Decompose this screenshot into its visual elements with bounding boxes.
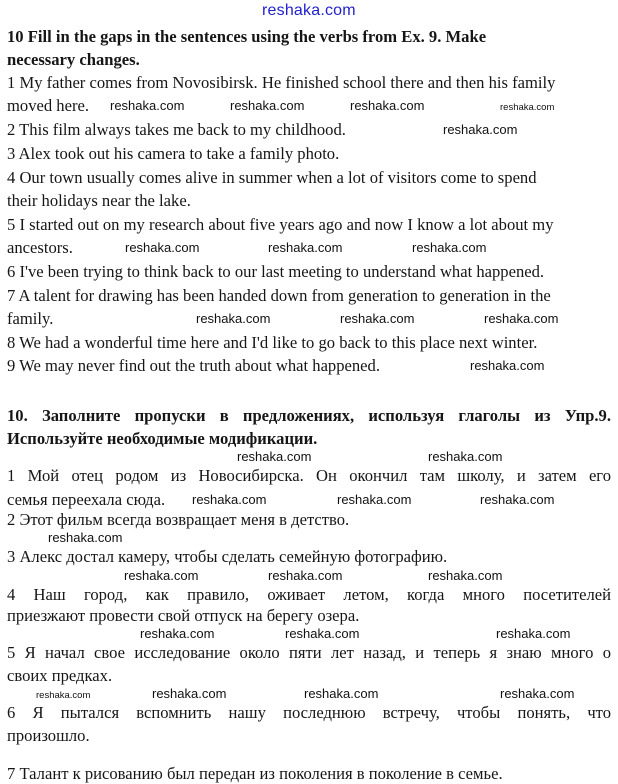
watermark: reshaka.com	[110, 98, 185, 113]
sentence-line: ancestors.	[7, 238, 73, 257]
watermark: reshaka.com	[480, 492, 555, 507]
exercise-heading-ru: 10. Заполните пропуски в предложениях, используя глаголы из Упр.9.	[7, 406, 611, 425]
sentence-line: 6 I've been trying to think back to our last meeting to understand what happened.	[7, 262, 545, 281]
watermark-top[interactable]: reshaka.com	[262, 2, 356, 19]
sentence-line: 9 We may never find out the truth about what happened.	[7, 356, 380, 375]
watermark: reshaka.com	[500, 102, 555, 113]
watermark: reshaka.com	[268, 240, 343, 255]
watermark: reshaka.com	[230, 98, 305, 113]
sentence-line: 7 Талант к рисованию был передан из поколения в поколение в семье.	[7, 764, 503, 783]
watermark: reshaka.com	[36, 690, 91, 701]
watermark: reshaka.com	[192, 492, 267, 507]
exercise-heading-ru: Используйте необходимые модификации.	[7, 429, 318, 448]
watermark: reshaka.com	[140, 626, 215, 641]
sentence-line: 8 We had a wonderful time here and I'd like to go back to this place next winter.	[7, 333, 538, 352]
sentence-line: 4 Наш город, как правило, оживает летом, когда много посетителей	[7, 585, 611, 604]
watermark: reshaka.com	[152, 686, 227, 701]
watermark: reshaka.com	[285, 626, 360, 641]
watermark: reshaka.com	[237, 449, 312, 464]
sentence-line: 6 Я пытался вспомнить нашу последнюю встречу, чтобы понять, что	[7, 703, 611, 722]
watermark: reshaka.com	[125, 240, 200, 255]
watermark: reshaka.com	[500, 686, 575, 701]
watermark: reshaka.com	[196, 311, 271, 326]
exercise-heading-en: 10 Fill in the gaps in the sentences using the verbs from Ex. 9. Make	[7, 27, 487, 46]
watermark: reshaka.com	[124, 568, 199, 583]
sentence-line: 4 Our town usually comes alive in summer when a lot of visitors come to spend	[7, 168, 537, 187]
watermark: reshaka.com	[337, 492, 412, 507]
sentence-line: 2 This film always takes me back to my childhood.	[7, 120, 346, 139]
sentence-line: 3 Alex took out his camera to take a family photo.	[7, 144, 340, 163]
watermark: reshaka.com	[48, 530, 123, 545]
watermark: reshaka.com	[470, 358, 545, 373]
watermark: reshaka.com	[350, 98, 425, 113]
watermark: reshaka.com	[304, 686, 379, 701]
sentence-line: their holidays near the lake.	[7, 191, 191, 210]
sentence-line: своих предках.	[7, 666, 113, 685]
sentence-line: moved here.	[7, 96, 90, 115]
sentence-line: 5 Я начал свое исследование около пяти лет назад, и теперь я знаю много о	[7, 643, 611, 662]
exercise-heading-en: necessary changes.	[7, 50, 140, 69]
watermark: reshaka.com	[268, 568, 343, 583]
sentence-line: 1 My father comes from Novosibirsk. He finished school there and then his family	[7, 73, 556, 92]
sentence-line: произошло.	[7, 726, 90, 745]
sentence-line: приезжают провести свой отпуск на берегу озера.	[7, 606, 360, 625]
sentence-line: 5 I started out on my research about five years ago and now I know a lot about my	[7, 215, 554, 234]
watermark: reshaka.com	[340, 311, 415, 326]
watermark: reshaka.com	[484, 311, 559, 326]
sentence-line: family.	[7, 309, 54, 328]
watermark: reshaka.com	[496, 626, 571, 641]
watermark: reshaka.com	[428, 449, 503, 464]
watermark: reshaka.com	[412, 240, 487, 255]
sentence-line: 3 Алекс достал камеру, чтобы сделать семейную фотографию.	[7, 547, 448, 566]
sentence-line: 2 Этот фильм всегда возвращает меня в детство.	[7, 510, 350, 529]
watermark: reshaka.com	[443, 122, 518, 137]
sentence-line: 7 A talent for drawing has been handed down from generation to generation in the	[7, 286, 551, 305]
sentence-line: 1 Мой отец родом из Новосибирска. Он окончил там школу, и затем его	[7, 466, 611, 485]
sentence-line: семья переехала сюда.	[7, 490, 166, 509]
watermark: reshaka.com	[428, 568, 503, 583]
